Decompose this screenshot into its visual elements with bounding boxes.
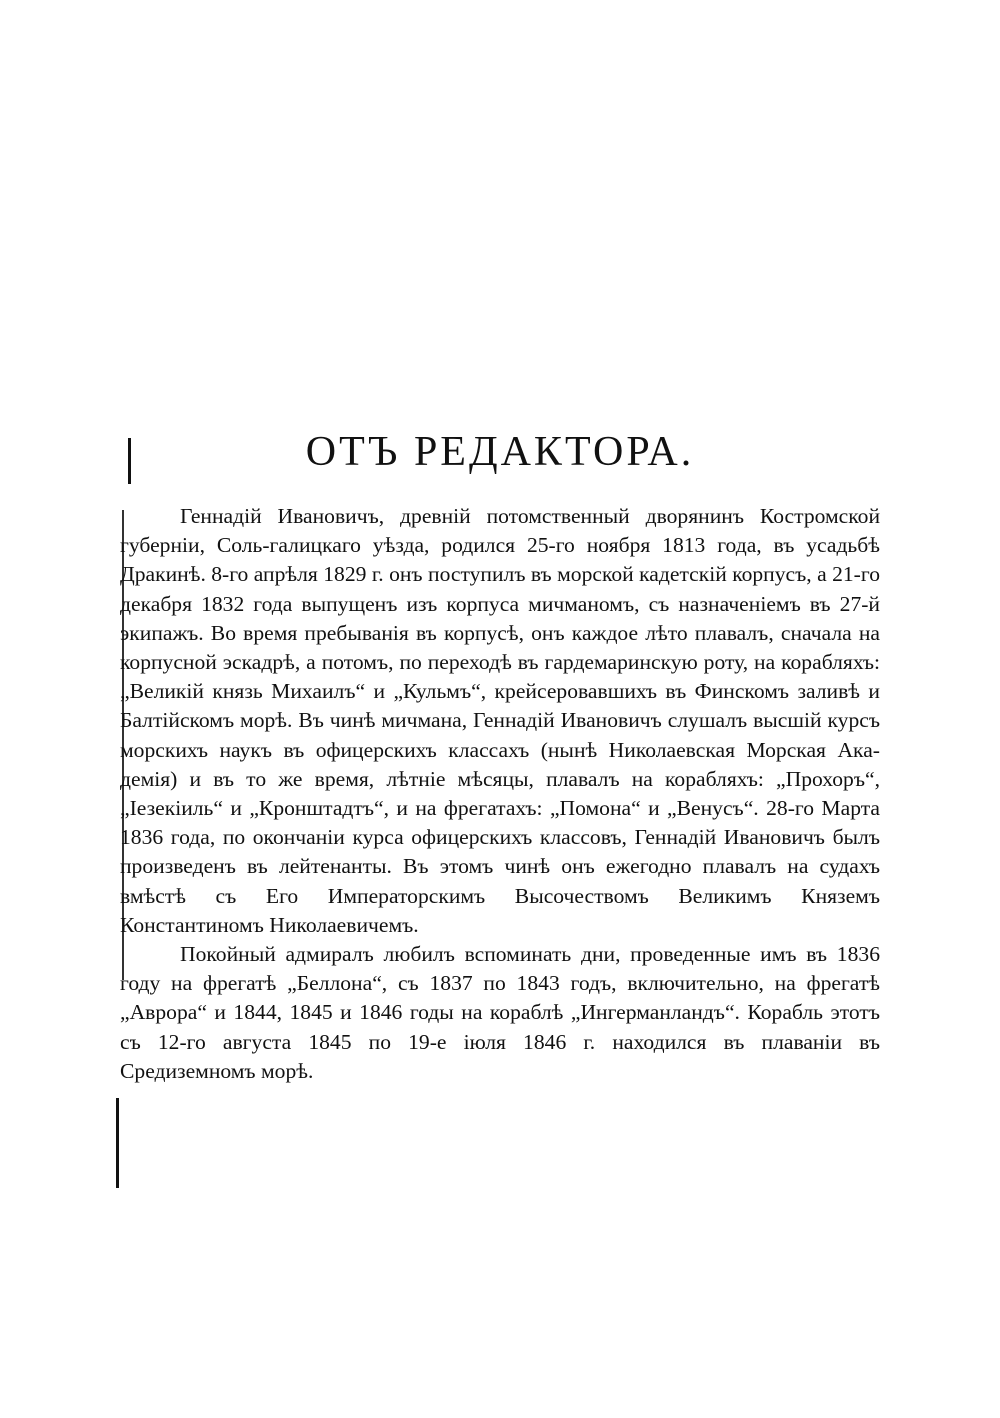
scan-edge-mark [116,1098,119,1188]
paragraph-1: Геннадій Ивановичъ, древній потомственный дворянинъ Костромской губерніи, Соль-галицкаго уѣзда, родился 25-го ноября 1813 года, въ усадьбѣ Дракинѣ. 8-го апрѣля 1829 г. онъ поступилъ въ морской кадетскій корпусъ, а 21-го декабря 1832 года выпущенъ изъ корпуса мичманомъ, съ назначеніемъ въ 27-й экипажъ. Во время пребыванія въ корпусѣ, онъ каждое лѣто плавалъ, сначала на корпусной эскадрѣ, а потомъ, по переходѣ въ гардемаринскую роту, на корабляхъ: „Великій князь Михаилъ“ и „Кульмъ“, крейсеровавшихъ въ Финскомъ заливѣ и Балтійскомъ морѣ. Въ чинѣ мичмана, Геннадій Ивановичъ слушалъ высшій курсъ морскихъ наукъ въ офицерскихъ классахъ (нынѣ Николаевская Морская Академія) и въ то же время, лѣтніе мѣсяцы, плавалъ на корабляхъ: „Прохоръ“, „Іезекіиль“ и „Кронштадтъ“, и на фрегатахъ: „Помона“ и „Венусъ“. 28-го Марта 1836 года, по окончаніи курса офицерскихъ классовъ, Геннадій Ивановичъ былъ произведенъ въ лейтенанты. Въ этомъ чинѣ онъ ежегодно плавалъ на судахъ вмѣстѣ съ Его Императорскимъ Высочествомъ Великимъ Княземъ Константиномъ Николаевичемъ. [120,504,880,937]
body-text [120,502,880,1086]
paragraph-2: Покойный адмиралъ любилъ вспоминать дни, проведенные имъ въ 1836 году на фрегатѣ „Беллона“, съ 1837 по 1843 годъ, включительно, на фрегатѣ „Аврора“ и 1844, 1845 и 1846 годы на кораблѣ „Ингерманландъ“. Корабль этотъ съ 12-го августа 1845 по 19-е іюля 1846 г. находился въ плаваніи въ Средиземномъ морѣ. [120,942,880,1083]
page-title: ОТЪ РЕДАКТОРА. [305,429,695,475]
